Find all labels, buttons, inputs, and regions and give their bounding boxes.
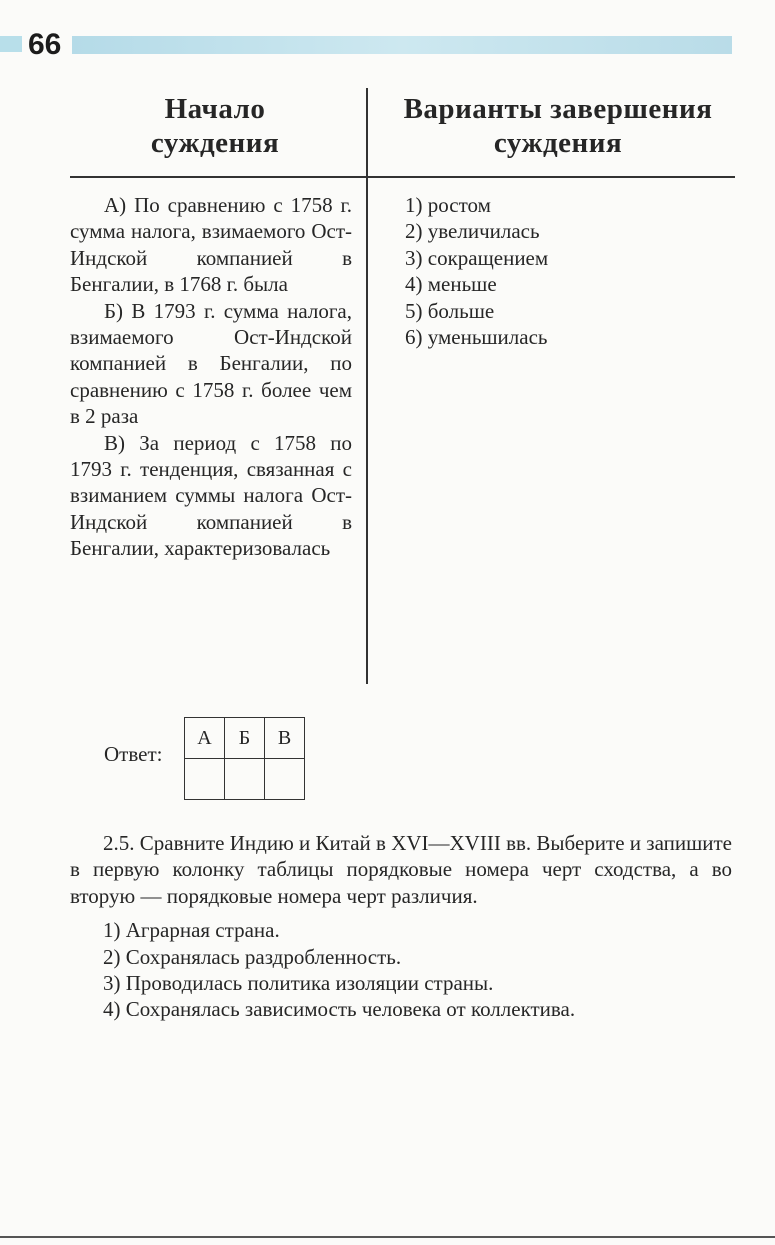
option-item: 4) меньше bbox=[405, 272, 497, 297]
task-2-5 bbox=[70, 830, 732, 1023]
option-item: 5) больше bbox=[405, 298, 495, 323]
task-item: 2) Сохранялась раздробленность. bbox=[103, 944, 402, 969]
page-number: 66 bbox=[28, 28, 62, 61]
answer-table bbox=[184, 717, 305, 800]
answer-column-a-header: А bbox=[185, 718, 225, 759]
answer-cell-b[interactable] bbox=[225, 759, 265, 800]
table-column-divider bbox=[366, 88, 368, 684]
option-item: 6) уменьшилась bbox=[405, 325, 548, 350]
answer-cell-v[interactable] bbox=[265, 759, 305, 800]
statement-b: Б) В 1793 г. сумма налога, взимаемого Ост-Индской компанией в Бенгалии, по сравнению с 1758 г. более чем в 2 раза bbox=[70, 298, 352, 429]
option-item: 1) ростом bbox=[405, 193, 491, 217]
task-items bbox=[70, 917, 732, 1023]
header-band bbox=[72, 36, 732, 54]
option-item: 2) увеличилась bbox=[405, 219, 540, 244]
statements-column bbox=[70, 192, 352, 562]
header-stripe-left bbox=[0, 36, 22, 52]
answer-label: Ответ: bbox=[104, 742, 163, 766]
answer-column-b-header: Б bbox=[225, 718, 265, 759]
task-item: 1) Аграрная страна. bbox=[103, 918, 280, 943]
option-item: 3) сокращением bbox=[405, 245, 549, 270]
page-header bbox=[0, 30, 735, 62]
statement-a: А) По сравнению с 1758 г. сумма налога, взимаемого Ост-Индской компанией в Бенгалии, в 1768 г. была bbox=[70, 193, 352, 297]
column-heading-right: Варианты завершения суждения bbox=[403, 93, 713, 159]
task-item: 3) Проводилась политика изоляции страны. bbox=[103, 971, 494, 996]
table-header-divider bbox=[70, 176, 735, 178]
answer-column-v-header: В bbox=[265, 718, 305, 759]
task-item: 4) Сохранялась зависимость человека от коллектива. bbox=[103, 997, 576, 1022]
page-bottom-edge bbox=[0, 1236, 775, 1238]
column-heading-left: Начало суждения bbox=[150, 93, 280, 159]
answer-cell-a[interactable] bbox=[185, 759, 225, 800]
statement-v: В) За период с 1758 по 1793 г. тенденция, связанная с взиманием суммы налога Ост-Индской компанией в Бенгалии, характеризовалась bbox=[70, 430, 352, 561]
options-list bbox=[405, 192, 725, 350]
task-intro: 2.5. Сравните Индию и Китай в XVI—XVIII вв. Выберите и запишите в первую колонку таблицы порядковые номера черт сходства, а во вторую — порядковые номера черт различия. bbox=[70, 831, 732, 908]
